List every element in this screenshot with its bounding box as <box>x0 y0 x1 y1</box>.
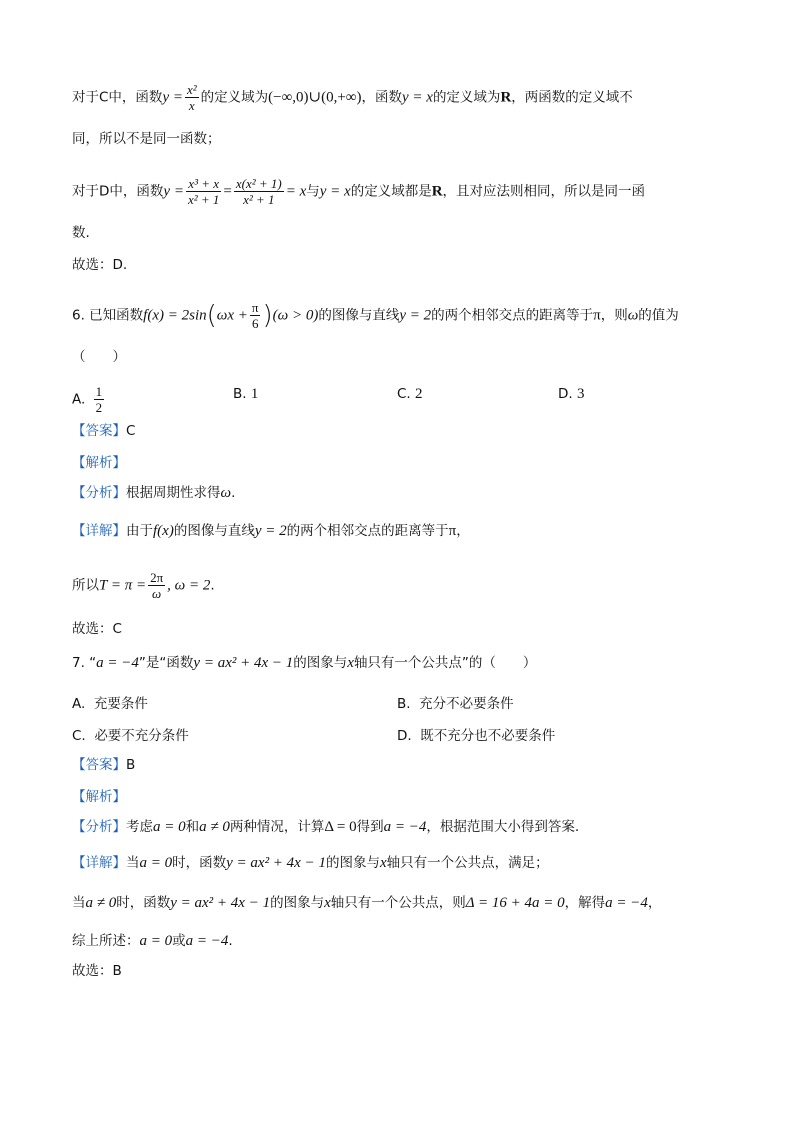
q7-analysis-tag: 【解析】 <box>72 789 126 805</box>
c-analysis-line: 对于C中，函数y = $\frac{\text{x²}}{x}$ 的定义域为(−∞,0)∪(0,+∞)，函数y = x的定义域为R，两函数的定义域不 <box>72 82 633 113</box>
q7-fenxi: 【分析】考虑a = 0和a ≠ 0两种情况，计算Δ = 0得到a = −4，根据范围大小得到答案. <box>72 819 580 835</box>
q6-option-d: D. 3 <box>558 386 585 402</box>
q6-xiangjie: 【详解】由于f(x)的图像与直线y = 2的两个相邻交点的距离等于π， <box>72 523 470 539</box>
question-7-stem: 7. “a = −4”是“函数y = ax² + 4x − 1的图象与x轴只有一个公共点”的（ ） <box>72 655 537 671</box>
q7-option-c: C. 必要不充分条件 <box>72 728 189 744</box>
d-analysis-line-2: 数. <box>72 225 90 241</box>
question-6-stem: 6. 已知函数f(x) = 2sin(ωx + $\frac{\pi}{6}$ )(ω > 0)的图像与直线y = 2的两个相邻交点的距离等于π，则ω的值为 <box>72 300 679 331</box>
text: 对于C中，函数 <box>72 89 163 106</box>
math: y = <box>162 89 183 106</box>
q7-summary: 综上所述：a = 0或a = −4. <box>72 933 233 949</box>
c-analysis-line-2: 同，所以不是同一函数； <box>72 131 221 147</box>
question-6-paren: （ ） <box>72 349 126 365</box>
prev-answer: 故选：D. <box>72 257 128 273</box>
domain-expr: (−∞,0)∪(0,+∞) <box>268 89 362 106</box>
q6-option-b: B. 1 <box>233 386 259 402</box>
q7-xiangjie-1: 【详解】当a = 0时，函数y = ax² + 4x − 1的图象与x轴只有一个公共点，满足； <box>72 855 549 871</box>
q6-period: 所以T = π = $\frac{2\pi}{\omega}$ , ω = 2. <box>72 570 215 601</box>
q7-option-b: B. 充分不必要条件 <box>397 696 514 712</box>
fraction: $\frac{\text{x(x² + 1)}}{\text{x² + 1}}$ <box>235 176 282 207</box>
q7-option-d: D. 既不充分也不必要条件 <box>397 728 556 744</box>
q6-option-c: C. 2 <box>397 386 423 402</box>
q6-option-a: A. $\frac{1}{2}$ <box>72 384 103 415</box>
q6-fenxi: 【分析】根据周期性求得ω. <box>72 485 236 501</box>
q6-final: 故选：C <box>72 621 122 637</box>
d-analysis-line: 对于D中，函数y = $\frac{\text{x³ + x}}{\text{x² + 1}}$ = $\frac{\text{x(x² + 1)}}{\text{x² + 1}}$ = x与y = x的定义域都是R，且对应法则相同，所以是同一函 <box>72 176 646 207</box>
q6-answer: 【答案】C <box>72 423 136 439</box>
q7-xiangjie-2: 当a ≠ 0时，函数y = ax² + 4x − 1的图象与x轴只有一个公共点，则Δ = 16 + 4a = 0，解得a = −4， <box>72 895 662 911</box>
fraction: $\frac{\text{x³ + x}}{\text{x² + 1}}$ <box>187 176 220 207</box>
q6-analysis-tag: 【解析】 <box>72 455 126 471</box>
fraction: $\frac{\text{x²}}{x}$ <box>186 82 197 113</box>
q7-answer: 【答案】B <box>72 757 136 773</box>
q7-final: 故选：B <box>72 963 122 979</box>
q7-option-a: A. 充要条件 <box>72 696 148 712</box>
